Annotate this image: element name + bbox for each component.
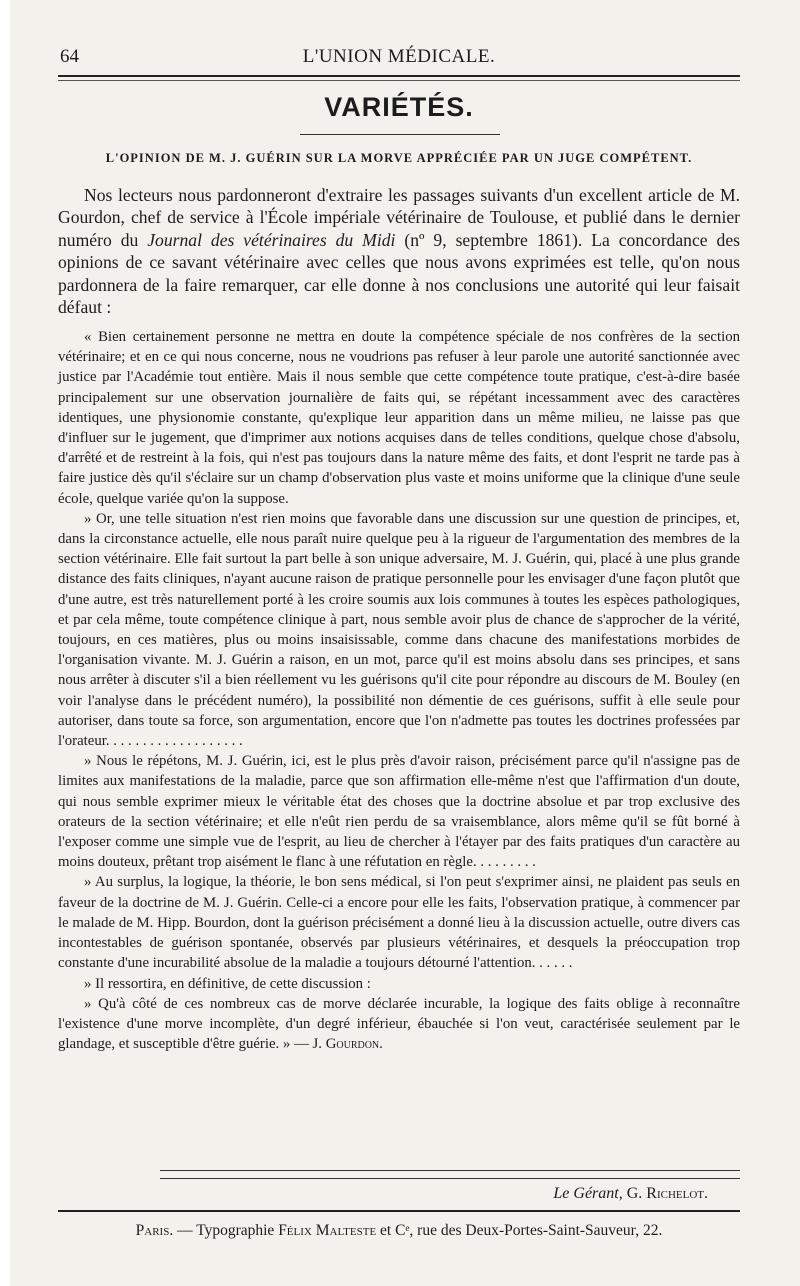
imprint-city: Paris. bbox=[135, 1222, 174, 1239]
quote-final-text: » Qu'à côté de ces nombreux cas de morve déclarée incurable, la logique des faits oblige à reconnaître l'existence d'une morve incomplète, d'un degré inférieur, ébauchée si l'on veut, caractérisée seulement par le glandage, et susceptible d'être guérie. » — bbox=[58, 995, 740, 1053]
imprint-text: — Typographie bbox=[173, 1222, 279, 1239]
footer-rule bbox=[160, 1170, 740, 1171]
footer-rule bbox=[160, 1178, 740, 1179]
section-title-rule bbox=[300, 134, 500, 135]
footer-rule-thick bbox=[58, 1210, 740, 1212]
imprint-printer: Félix Malteste bbox=[278, 1222, 377, 1239]
journal-title: Journal des vétérinaires du Midi bbox=[147, 229, 396, 250]
section-title: VARIÉTÉS. bbox=[324, 92, 474, 122]
gerant-line bbox=[58, 1185, 708, 1203]
intro-text-2: (nº 9, septembre 1861). La concordance des opinions de ce savant vétérinaire avec celles que nous avons exprimées est telle, qu'on nous pardonnera de la faire remarquer, car elle donne à nos conclusions une autorité qui leur faisait défaut : bbox=[58, 229, 740, 318]
running-head: L'UNION MÉDICALE. bbox=[302, 46, 496, 67]
header-rule-thin bbox=[58, 80, 740, 81]
gerant-label: Le Gérant, bbox=[553, 1185, 623, 1202]
intro-paragraph bbox=[58, 184, 740, 318]
intro-text-1: Nos lecteurs nous pardonneront d'extraire les passages suivants d'un excellent article de M. Gourdon, chef de service à l'École impériale vétérinaire de Toulouse, et publié dans le dernier numéro du bbox=[58, 185, 740, 250]
quoted-passage bbox=[58, 327, 740, 1054]
author-signature: J. Gourdon. bbox=[312, 1036, 383, 1053]
gerant-name: G. Richelot. bbox=[626, 1185, 708, 1202]
quote-paragraph: » Nous le répétons, M. J. Guérin, ici, est le plus près d'avoir raison, précisément parce qu'il n'assigne pas de limites aux manifestations de la maladie, parce que son affirmation elle-même n'est que l'affirmation d'un doute, qui nous semble exprimer mieux le véritable état des choses que la doctrine absolue et par trop exclusive des orateurs de la section vétérinaire; et elle n'eût rien perdu de sa vraisemblance, alors même qu'il se fût borné à l'exposer comme une simple vue de l'esprit, au lieu de chercher à l'étayer par des faits pratiques d'un caractère au moins douteux, prêtant trop aisément le flanc à une réfutation en règle. . . . . . . . . bbox=[58, 753, 740, 871]
quote-paragraph bbox=[58, 994, 740, 1055]
article-title: L'OPINION DE M. J. GUÉRIN SUR LA MORVE APPRÉCIÉE PAR UN JUGE COMPÉTENT. bbox=[105, 151, 693, 165]
page-header bbox=[58, 46, 740, 70]
quote-paragraph: » Or, une telle situation n'est rien moins que favorable dans une discussion sur une question de principes, et, dans la circonstance actuelle, elle nous paraît nuire quelque peu à la rigueur de l'argumentation des membres de la section vétérinaire. Elle fait surtout la part belle à son unique adversaire, M. J. Guérin, qui, placé à une plus grande distance des faits cliniques, n'ayant aucune raison de pratique personnelle pour les envisager d'une façon plutôt que d'une autre, est très naturellement porté à les croire soumis aux lois communes à toutes les espèces pathologiques, et par cela même, toute compétence clinique à part, nous semble avoir plus de chance de s'approcher de la vérité, toujours, en ces matières, plus ou moins insaisissable, comme dans chacune des manifestations morbides de l'organisation vivante. M. J. Guérin a raison, en un mot, parce qu'il est moins absolu dans ses principes, et sans nous arrêter à discuter s'il a bien réellement vu les guérisons qu'il cite pour répondre au discours de M. Bouley (en voir l'analyse dans le précédent numéro), la possibilité non démentie de ces guérisons, suffit à elle seule pour autoriser, dans toute sa force, son argumentation, encore que l'on n'admette pas toutes les doctrines professées par l'orateur. . . . . . . . . . . . . . . . . . . bbox=[58, 510, 740, 750]
page-number: 64 bbox=[60, 46, 79, 67]
quote-paragraph: « Bien certainement personne ne mettra en doute la compétence spéciale de nos confrères de la section vétérinaire; et en ce qui nous concerne, nous ne voudrions pas refuser à leur parole une autorité sanctionnée avec justice par l'Académie tout entière. Mais il nous semble que cette compétence toute pratique, c'est-à-dire basée principalement sur une observation journalière de faits qui, se répétant incessamment avec des caractères identiques, une physionomie constante, qu'explique leur apparition dans un même milieu, ne laisse pas que d'influer sur le jugement, que d'imprimer aux notions acquises dans de telles conditions, quelque chose d'absolu, d'arrêté et de restreint à la fois, qui n'est pas toujours dans la nature même des faits, et dont l'esprit ne tarde pas à faire justice dès qu'il s'éclaire sur un champ d'observation plus vaste et moins uniforme que la clinique d'une seule école, quelque variée qu'on la suppose. bbox=[58, 329, 740, 507]
imprint-line bbox=[58, 1222, 740, 1240]
quote-paragraph: » Il ressortira, en définitive, de cette discussion : bbox=[84, 975, 371, 992]
header-rule bbox=[58, 75, 740, 77]
quote-paragraph: » Au surplus, la logique, la théorie, le bon sens médical, si l'on peut s'exprimer ainsi, ne plaident pas seuls en faveur de la doctrine de M. J. Guérin. Celle-ci a encore pour elle les faits, l'observation pratique, à commencer par le malade de M. Hipp. Bourdon, dont la guérison précisément a donné lieu à la discussion actuelle, outre divers cas incontestables de guérison spontanée, observés par plusieurs vétérinaires, et desquels la préoccupation trop constante d'une incurabilité absolue de la maladie a toujours détourné l'attention. . . . . . bbox=[58, 874, 740, 972]
imprint-address: et Cᵉ, rue des Deux-Portes-Saint-Sauveur, 22. bbox=[376, 1222, 663, 1239]
